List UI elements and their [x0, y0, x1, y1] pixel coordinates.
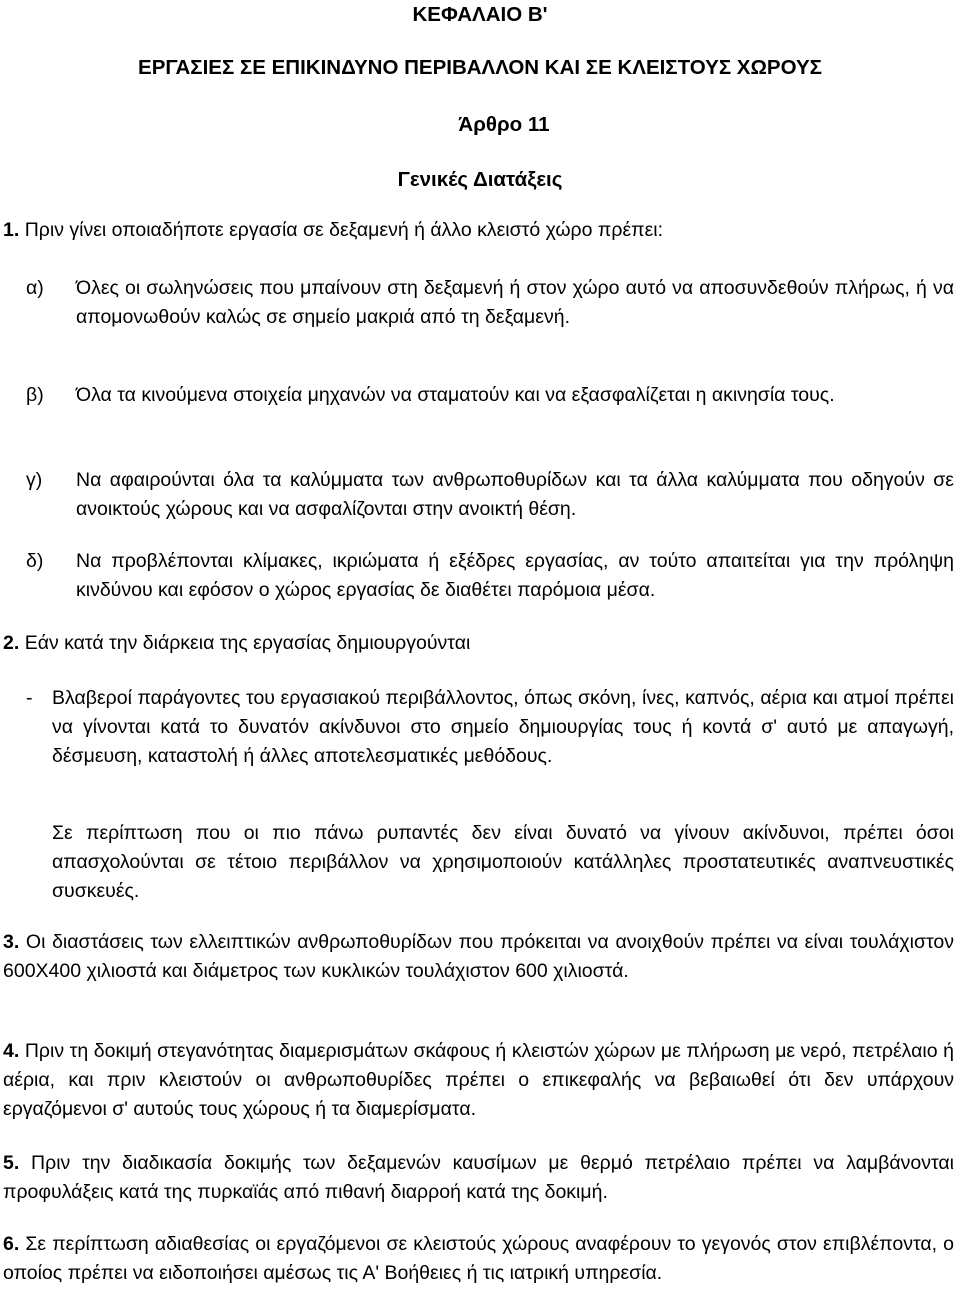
paragraph-text: Πριν γίνει οποιαδήποτε εργασία σε δεξαμενή ή άλλο κλειστό χώρο πρέπει:	[24, 219, 664, 241]
paragraph-number: 1.	[3, 219, 20, 241]
item-label: α)	[26, 277, 44, 299]
item-label: γ)	[26, 469, 43, 491]
paragraph-6	[3, 1230, 954, 1288]
followup-text: Σε περίπτωση που οι πιο πάνω ρυπαντές δεν είναι δυνατό να γίνουν ακίνδυνοι, πρέπει όσοι απασχολούνται σε τέτοιο περιβάλλον να χρησιμοποιούν κατάλληλες προστατευτικές αναπνευστικές συσκευές.	[52, 822, 954, 902]
paragraph-number: 5.	[3, 1152, 20, 1174]
paragraph-number: 3.	[3, 931, 20, 953]
item-label: β)	[26, 384, 44, 406]
chapter-title: ΕΡΓΑΣΙΕΣ ΣΕ ΕΠΙΚΙΝΔΥΝΟ ΠΕΡΙΒΑΛΛΟΝ ΚΑΙ ΣΕ ΚΛΕΙΣΤΟΥΣ ΧΩΡΟΥΣ	[138, 56, 822, 79]
item-text: Να αφαιρούνται όλα τα καλύμματα των ανθρωποθυρίδων και τα άλλα καλύμματα που οδηγούν σε ανοικτούς χώρους και να ασφαλίζονται στην ανοικτή θέση.	[76, 469, 954, 520]
item-label: δ)	[26, 550, 44, 572]
paragraph-3	[3, 928, 954, 986]
chapter-heading: ΚΕΦΑΛΑΙΟ Β'	[412, 3, 548, 26]
paragraph-5	[3, 1149, 954, 1207]
article-title: Γενικές Διατάξεις	[397, 168, 563, 191]
paragraph-number: 4.	[3, 1040, 20, 1062]
paragraph-1	[3, 216, 913, 245]
paragraph-text: Πριν την διαδικασία δοκιμής των δεξαμενών καυσίμων με θερμό πετρέλαιο πρέπει να λαμβάνονται προφυλάξεις κατά της πυρκαϊάς από πιθανή διαρροή κατά της δοκιμή.	[3, 1152, 955, 1203]
item-text: Να προβλέπονται κλίμακες, ικριώματα ή εξέδρες εργασίας, αν τούτο απαιτείται για την πρόληψη κινδύνου και εφόσον ο χώρος εργασίας δε διαθέτει παρόμοια μέσα.	[76, 550, 954, 601]
paragraph-text: Εάν κατά την διάρκεια της εργασίας δημιουργούνται	[24, 632, 471, 654]
dash-item-text: Βλαβεροί παράγοντες του εργασιακού περιβάλλοντος, όπως σκόνη, ίνες, καπνός, αέρια και ατμοί πρέπει να γίνονται κατά το δυνατόν ακίνδυνοι στο σημείο δημιουργίας τους ή κοντά σ' αυτό με απαγωγή, δέσμευση, καταστολή ή άλλες αποτελεσματικές μεθόδους.	[52, 687, 954, 767]
paragraph-text: Σε περίπτωση αδιαθεσίας οι εργαζόμενοι σε κλειστούς χώρους αναφέρουν το γεγονός στον επιβλέποντα, ο οποίος πρέπει να ειδοποιήσει αμέσως τις Α' Βοήθειες ή τις ιατρική υπηρεσία.	[3, 1233, 955, 1284]
paragraph-2	[3, 629, 943, 658]
paragraph-text: Οι διαστάσεις των ελλειπτικών ανθρωποθυρίδων που πρόκειται να ανοιχθούν πρέπει να είναι τουλάχιστον 600Χ400 χιλιοστά και διάμετρος των κυκλικών τουλάχιστον 600 χιλιοστά.	[3, 931, 954, 982]
article-number: Άρθρο 11	[458, 113, 550, 136]
paragraph-4	[3, 1037, 954, 1124]
item-text: Όλα τα κινούμενα στοιχεία μηχανών να σταματούν και να εξασφαλίζεται η ακινησία τους.	[76, 384, 835, 406]
paragraph-text: Πριν τη δοκιμή στεγανότητας διαμερισμάτων σκάφους ή κλειστών χώρων με πλήρωση με νερό, πετρέλαιο ή αέρια, και πριν κλειστούν οι ανθρωποθυρίδες πρέπει ο επικεφαλής να βεβαιωθεί ότι δεν υπάρχουν εργαζόμενοι σ' αυτούς τους χώρους ή τα διαμερίσματα.	[3, 1040, 954, 1120]
paragraph-number: 2.	[3, 632, 20, 654]
dash-marker: -	[26, 687, 33, 709]
item-text: Όλες οι σωληνώσεις που μπαίνουν στη δεξαμενή ή στον χώρο αυτό να αποσυνδεθούν πλήρως, ή να απομονωθούν καλώς σε σημείο μακριά από τη δεξαμενή.	[76, 277, 954, 328]
paragraph-number: 6.	[3, 1233, 20, 1255]
